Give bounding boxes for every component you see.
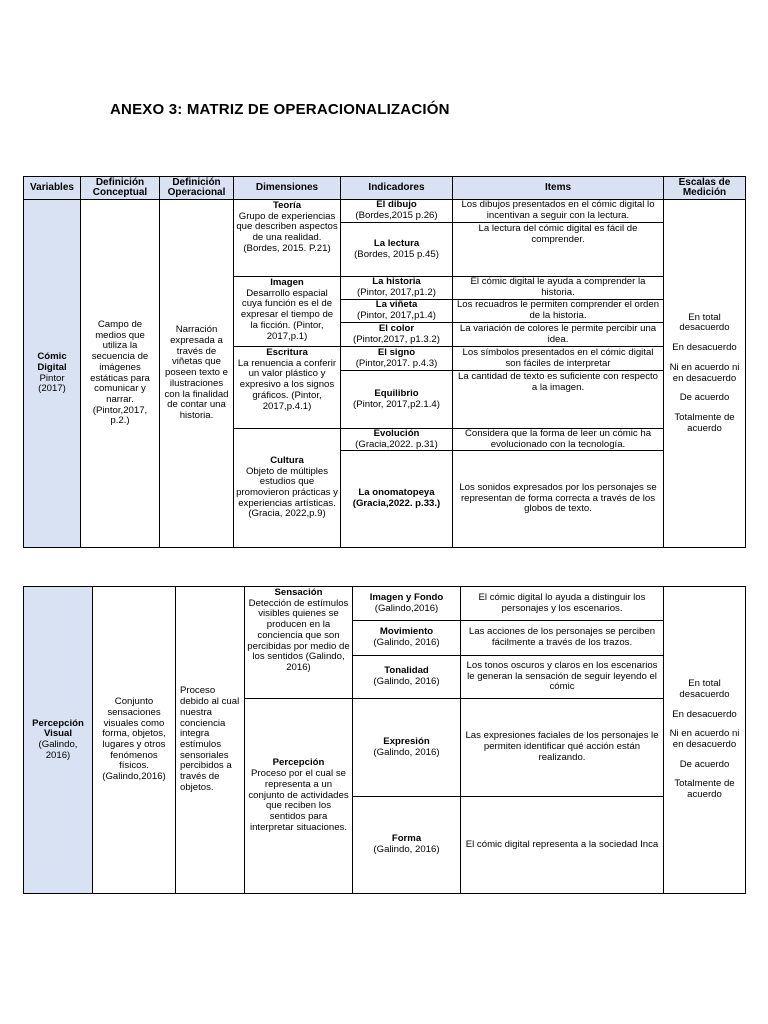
indicator-cell (340, 276, 453, 300)
indicator-ref: (Pintor,2017. p.4.3) (355, 357, 438, 369)
scale-option: Ni en acuerdo ni en desacuerdo (669, 361, 740, 384)
dimension-desc: Desarrollo espacial cuya función es el de expresar el tiempo de la ficción. (Pintor, 2017,p.1) (240, 287, 334, 342)
item-cell: Las acciones de los personajes se perciben fácilmente a través de los trazos. (460, 620, 664, 656)
variable-cell (23, 586, 93, 894)
variable-author: (Galindo, 2016) (38, 739, 78, 761)
item-cell: Los símbolos presentados en el cómic digital son fáciles de interpretar (452, 346, 664, 371)
indicator-name: Movimiento (379, 626, 434, 638)
indicator-cell (340, 370, 453, 429)
scale-option: De acuerdo (679, 392, 730, 404)
indicator-name: Tonalidad (384, 665, 429, 677)
indicator-cell (340, 346, 453, 371)
indicator-name: Forma (391, 833, 422, 845)
dimension-desc: Objeto de múltiples estudios que promovieron prácticas y experiencias artísticas. (Gracia, 2022,p.9) (236, 465, 338, 520)
variable-author: Pintor (2017) (38, 372, 66, 395)
header-def-operacional: Definición Operacional (159, 176, 234, 200)
scale-cell (663, 586, 746, 894)
def-operacional-cell: Proceso debido al cual nuestra conciencia integra estímulos sensoriales percibidos a través de objetos. (175, 586, 245, 894)
indicator-cell (340, 199, 453, 223)
dimension-cell (233, 428, 341, 548)
dimension-cell (233, 276, 341, 347)
indicator-ref: (Pintor, 2017,p1.2) (357, 287, 436, 298)
scale-option: Totalmente de acuerdo (674, 778, 735, 801)
indicator-name: Equilibrio (374, 387, 419, 399)
dimension-desc: Grupo de experiencias que describen aspectos de una realidad. (Bordes, 2015. P.21) (236, 210, 338, 254)
dimension-desc: Proceso por el cual se representa a un conjunto de actividades que reciben los sentidos para interpretar situaciones. (248, 768, 349, 833)
scale-option: Ni en acuerdo ni en desacuerdo (669, 728, 740, 750)
variable-name: Cómic Digital (37, 351, 67, 373)
item-cell: La cantidad de texto es suficiente con respecto a la imagen. (452, 370, 664, 429)
item-cell: Los sonidos expresados por los personajes se representan de forma correcta a través de los globos de texto. (452, 450, 664, 548)
indicator-cell (340, 428, 453, 451)
item-cell: La lectura del cómic digital es fácil de comprender. (452, 222, 664, 277)
indicator-cell (352, 586, 461, 621)
indicator-name: El signo (377, 346, 416, 358)
indicator-ref: (Bordes,2015 p.26) (355, 210, 438, 221)
indicator-cell (352, 655, 461, 699)
dimension-name: Cultura (270, 454, 304, 466)
indicator-cell (352, 620, 461, 656)
variable-cell (23, 199, 81, 548)
dimension-name: Percepción (272, 757, 325, 769)
dimension-desc: La renuencia a conferir un valor plástico y expresivo a los signos gráficos. (Pintor, 2017,p.4.1) (237, 357, 337, 412)
dimension-name: Teoría (272, 200, 302, 211)
page-title: ANEXO 3: MATRIZ DE OPERACIONALIZACIÓN (110, 101, 450, 118)
scale-option: De acuerdo (679, 758, 730, 770)
header-indicadores: Indicadores (340, 176, 453, 200)
indicator-ref: (Pintor,2017, p1.3.2) (353, 333, 440, 345)
dimension-desc: Detección de estímulos visibles quienes se producen en la conciencia que son percibidas por medio de los sentidos (Galindo, 2016) (247, 597, 350, 674)
item-cell: Considera que la forma de leer un cómic ha evolucionado con la tecnología. (452, 428, 664, 451)
dimension-name: Sensación (274, 587, 323, 598)
indicator-name: La onomatopeya (358, 487, 435, 499)
indicator-name: La historia (372, 276, 421, 288)
dimension-name: Escritura (266, 347, 308, 358)
indicator-cell (340, 450, 453, 548)
indicator-ref: (Galindo, 2016) (373, 746, 440, 758)
indicator-ref: (Galindo,2016) (374, 602, 439, 614)
indicator-name: Expresión (383, 735, 430, 747)
indicator-name: El color (378, 322, 415, 334)
dimension-name: Imagen (270, 277, 304, 288)
indicator-ref: (Bordes, 2015 p.45) (354, 248, 439, 260)
indicator-name: Imagen y Fondo (369, 591, 444, 603)
indicator-cell (340, 322, 453, 347)
header-def-conceptual: Definición Conceptual (80, 176, 160, 200)
dimension-cell (244, 698, 353, 894)
indicator-cell (340, 222, 453, 277)
indicator-name: La lectura (373, 237, 420, 249)
header-items: Items (452, 176, 664, 200)
dimension-cell (233, 199, 341, 277)
indicator-name: La viñeta (375, 299, 418, 311)
def-operacional-cell: Narración expresada a través de viñetas que poseen texto e ilustraciones con la finalidad de contar una historia. (159, 199, 234, 548)
indicator-ref: (Galindo, 2016) (373, 676, 440, 687)
def-conceptual-cell: Campo de medios que utiliza la secuencia de imágenes estáticas para comunicar y narrar. (Pintor,2017, p.2.) (80, 199, 160, 548)
item-cell: Los dibujos presentados en el cómic digital lo incentivan a seguir con la lectura. (452, 199, 664, 223)
indicator-ref: (Pintor, 2017,p1.4) (357, 310, 436, 321)
scale-option: En total desacuerdo (679, 678, 730, 700)
scale-option: Totalmente de acuerdo (674, 411, 735, 434)
indicator-name: Evolución (373, 428, 420, 439)
indicator-ref: (Galindo, 2016) (373, 637, 440, 648)
indicator-ref: (Gracia,2022. p.33.) (352, 498, 441, 509)
item-cell: Los tonos oscuros y claros en los escenarios le generan la sensación de seguir leyendo el cómic (460, 655, 664, 699)
scale-option: En desacuerdo (672, 342, 737, 354)
item-cell: Los recuadros le permiten comprender el orden de la historia. (452, 299, 664, 323)
indicator-ref: (Galindo, 2016) (373, 844, 440, 855)
dimension-cell (244, 586, 353, 699)
header-dimensiones: Dimensiones (233, 176, 341, 200)
header-variables: Variables (23, 176, 81, 200)
indicator-ref: (Gracia,2022. p.31) (355, 438, 438, 450)
scale-option: En desacuerdo (672, 708, 737, 720)
indicator-cell (352, 796, 461, 894)
item-cell: La variación de colores le permite percibir una idea. (452, 322, 664, 347)
def-conceptual-cell: Conjunto sensaciones visuales como forma, objetos, lugares y otros fenómenos físicos. (Galindo,2016) (92, 586, 176, 894)
variable-name: Percepción Visual (32, 717, 84, 740)
scale-option: En total desacuerdo (679, 311, 730, 334)
dimension-cell (233, 346, 341, 429)
indicator-cell (340, 299, 453, 323)
item-cell: El cómic digital representa a la sociedad Inca (460, 796, 664, 894)
indicator-cell (352, 698, 461, 797)
indicator-name: El dibujo (376, 199, 417, 211)
scale-cell (663, 199, 746, 548)
header-escalas: Escalas de Medición (663, 176, 746, 200)
item-cell: El cómic digital lo ayuda a distinguir los personajes y los escenarios. (460, 586, 664, 621)
indicator-ref: (Pintor, 2017,p2.1.4) (353, 398, 440, 410)
item-cell: El cómic digital le ayuda a comprender la historia. (452, 276, 664, 300)
item-cell: Las expresiones faciales de los personajes le permiten identificar qué acción están realizando. (460, 698, 664, 797)
